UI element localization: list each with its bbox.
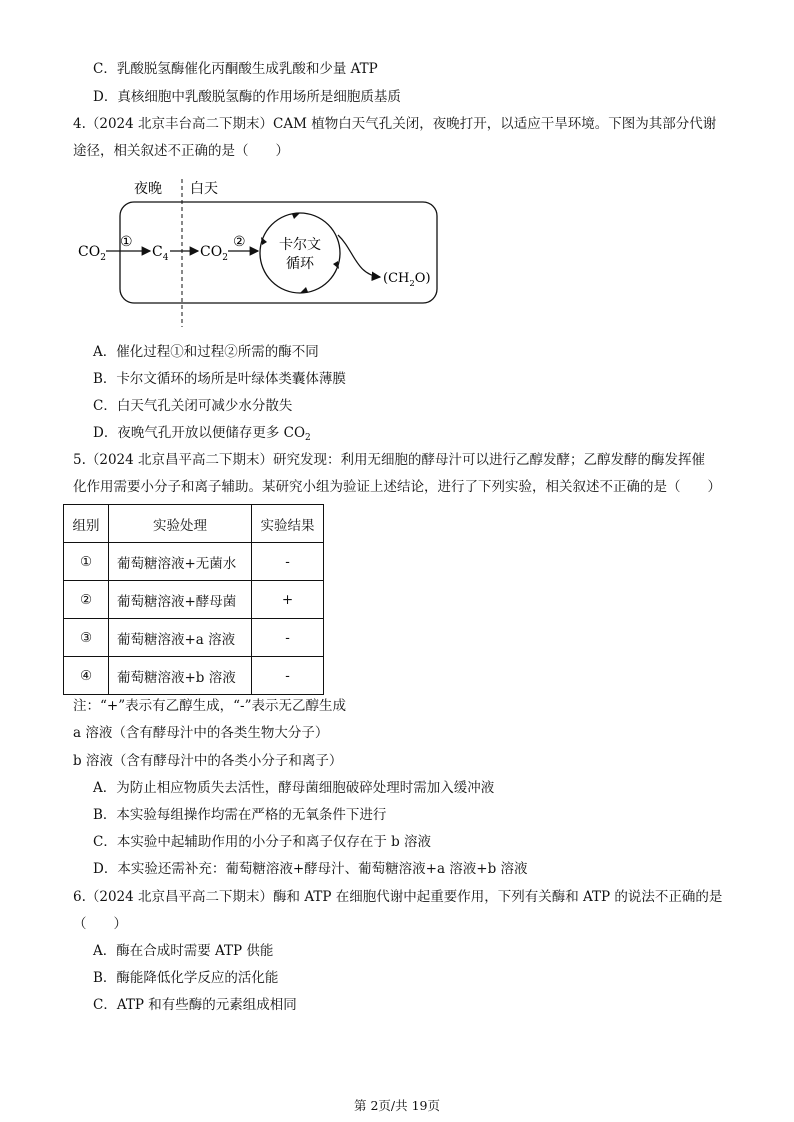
arrow-calvin-to-ch2o: [338, 235, 380, 277]
table-row: [64, 581, 324, 619]
calvin-label-line2: 循环: [286, 256, 314, 272]
q6-stem-line2: （ ）: [73, 916, 127, 932]
q5-option-b: B．本实验每组操作均需在严格的无氧条件下进行: [93, 807, 387, 823]
q5-stem-line2: 化作用需要小分子和离子辅助。某研究小组为验证上述结论，进行了下列实验，相关叙述不正确的是（ ）: [73, 479, 721, 495]
table-header: 实验结果: [252, 505, 324, 543]
q4-option-c: C．白天气孔关闭可减少水分散失: [93, 398, 293, 414]
table-cell: -: [252, 619, 324, 657]
calvin-label-line1: 卡尔文: [279, 237, 321, 253]
q6-option-a: A．酶在合成时需要 ATP 供能: [93, 943, 274, 959]
night-label: 夜晚: [134, 181, 162, 197]
a-solution-desc: a 溶液（含有酵母汁中的各类生物大分子）: [73, 725, 329, 741]
table-cell: 葡萄糖溶液+无菌水: [109, 543, 252, 581]
step-2-label: ②: [233, 234, 246, 250]
table-cell: -: [252, 543, 324, 581]
table-cell: ④: [64, 657, 109, 695]
option-c-prev: C．乳酸脱氢酶催化丙酮酸生成乳酸和少量 ATP: [93, 61, 378, 77]
option-d-prev: D．真核细胞中乳酸脱氢酶的作用场所是细胞质基质: [93, 89, 401, 105]
day-label: 白天: [190, 181, 218, 197]
co2-outside-label: $CO_2$: [78, 244, 106, 263]
q6-stem-line1: 6.（2024 北京昌平高二下期末）酶和 ATP 在细胞代谢中起重要作用，下列有关酶和 ATP 的说法不正确的是: [73, 889, 723, 905]
step-1-label: ①: [120, 234, 133, 250]
table-note: 注：“+”表示有乙醇生成，“-”表示无乙醇生成: [73, 698, 346, 714]
ch2o-label: $(CH_2O)$: [383, 271, 431, 289]
cycle-arrow-bottom: [300, 287, 308, 293]
q4-stem-line1: 4.（2024 北京丰台高二下期末）CAM 植物白天气孔关闭，夜晚打开，以适应干旱环境。下图为其部分代谢: [73, 116, 717, 132]
cam-pathway-diagram: [70, 175, 450, 335]
cycle-arrow-left: [261, 237, 267, 245]
table-cell: +: [252, 581, 324, 619]
cycle-arrow-top: [292, 213, 300, 219]
table-header: 实验处理: [109, 505, 252, 543]
q6-option-c: C．ATP 和有些酶的元素组成相同: [93, 997, 297, 1013]
calvin-cycle-circle: [260, 213, 340, 293]
q5-stem-line1: 5.（2024 北京昌平高二下期末）研究发现：利用无细胞的酵母汁可以进行乙醇发酵；乙醇发酵的酶发挥催: [73, 452, 706, 468]
q4-option-d: D．夜晚气孔开放以便储存更多 $CO_2$: [93, 425, 311, 443]
table-cell: 葡萄糖溶液+b 溶液: [109, 657, 252, 695]
table-row: [64, 657, 324, 695]
table-cell: ③: [64, 619, 109, 657]
table-header: 组别: [64, 505, 109, 543]
table-header-row: [64, 505, 324, 543]
cycle-arrow-right: [333, 261, 339, 269]
table-row: [64, 619, 324, 657]
c4-label: $C_4$: [152, 244, 169, 263]
q4-option-a: A．催化过程①和过程②所需的酶不同: [93, 344, 319, 360]
table-cell: -: [252, 657, 324, 695]
table-row: [64, 543, 324, 581]
table-cell: ②: [64, 581, 109, 619]
table-cell: ①: [64, 543, 109, 581]
q4-option-b: B．卡尔文循环的场所是叶绿体类囊体薄膜: [93, 371, 346, 387]
b-solution-desc: b 溶液（含有酵母汁中的各类小分子和离子）: [73, 753, 343, 769]
page-number-footer: 第 2页/共 19页: [353, 1098, 441, 1113]
experiment-table: [63, 504, 324, 695]
q4-stem-line2: 途径，相关叙述不正确的是（ ）: [73, 143, 289, 159]
q5-option-a: A．为防止相应物质失去活性，酵母菌细胞破碎处理时需加入缓冲液: [93, 780, 495, 796]
q5-option-c: C．本实验中起辅助作用的小分子和离子仅存在于 b 溶液: [93, 834, 432, 850]
q6-option-b: B．酶能降低化学反应的活化能: [93, 970, 279, 986]
q5-option-d: D．本实验还需补充：葡萄糖溶液+酵母汁、葡萄糖溶液+a 溶液+b 溶液: [93, 861, 528, 877]
table-cell: 葡萄糖溶液+酵母菌: [109, 581, 252, 619]
co2-inside-label: $CO_2$: [200, 244, 228, 263]
table-cell: 葡萄糖溶液+a 溶液: [109, 619, 252, 657]
